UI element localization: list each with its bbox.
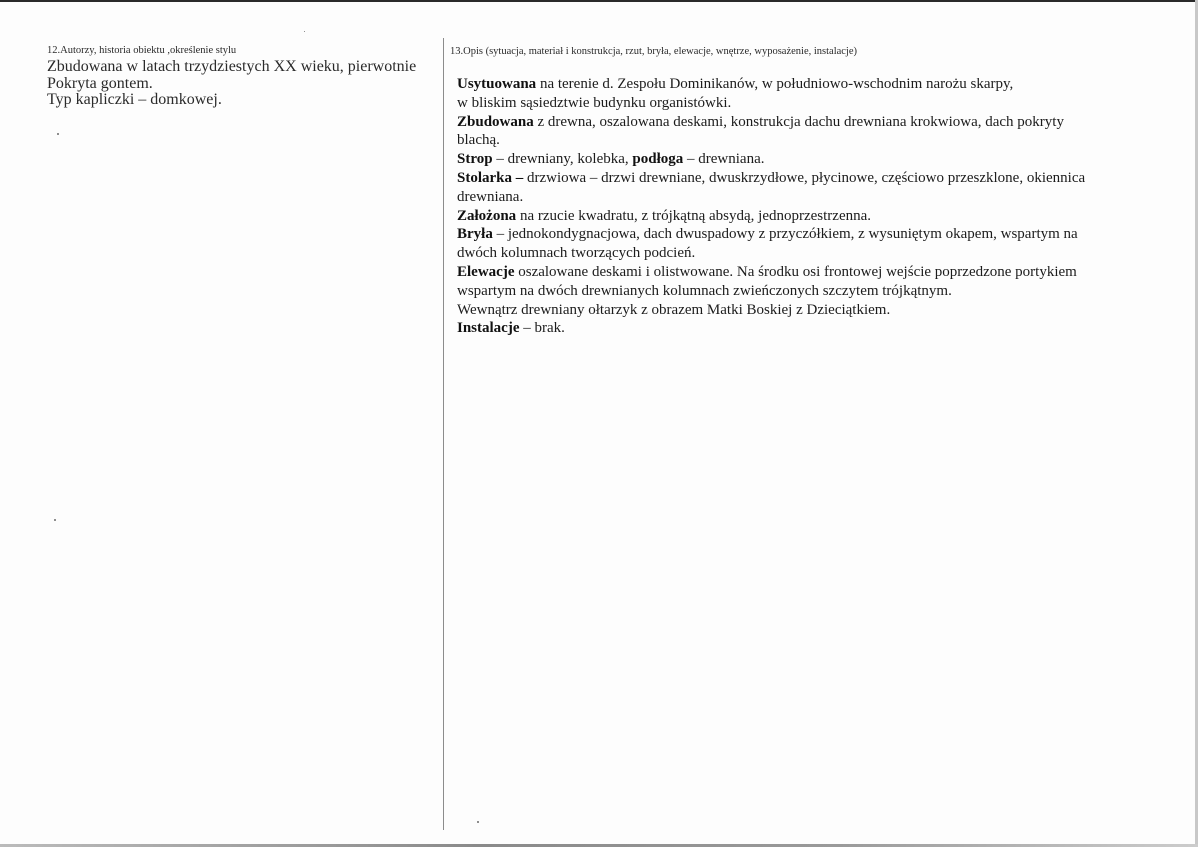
- description-line: [457, 94, 1185, 113]
- description-text: – jednokondygnacjowa, dach dwuspadowy z przyczółkiem, z wysuniętym okapem, wspartym na: [492, 226, 1078, 243]
- term-bold: Bryła: [457, 226, 493, 243]
- description-text: – drewniany, kolebka,: [492, 151, 633, 168]
- section-12-heading: 12.Autorzy, historia obiektu ,określenie stylu: [47, 45, 237, 56]
- term-bold: Strop: [457, 151, 493, 168]
- term-bold: Stolarka –: [457, 169, 524, 186]
- column-divider: [443, 38, 444, 830]
- description-text: Wewnątrz drewniany ołtarzyk z obrazem Matki Boskiej z Dzieciątkiem.: [457, 301, 891, 318]
- description-text: na rzucie kwadratu, z trójkątną absydą, jednoprzestrzenna.: [516, 207, 872, 224]
- description-line: [457, 263, 1185, 282]
- description-line: [457, 301, 1185, 320]
- description-text: – drewniana.: [683, 151, 765, 168]
- description-text: dwóch kolumnach tworzących podcień.: [457, 245, 696, 262]
- description-text: w bliskim sąsiedztwie budynku organistówki.: [457, 94, 732, 111]
- description-line: [457, 244, 1185, 263]
- section-12-line: Typ kapliczki – domkowej.: [47, 91, 222, 108]
- description-line: [457, 319, 1185, 338]
- section-12-line: Zbudowana w latach trzydziestych XX wieku, pierwotnie: [47, 58, 417, 75]
- description-text: oszalowane deskami i olistwowane. Na środku osi frontowej wejście poprzedzone portykiem: [514, 263, 1077, 280]
- description-line: [457, 169, 1185, 188]
- scan-speck: [57, 133, 59, 135]
- section-12-line: Pokryta gontem.: [47, 74, 153, 92]
- scan-top-edge: [0, 0, 1198, 2]
- scan-speck: [304, 31, 305, 32]
- description-text: wspartym na dwóch drewnianych kolumnach zwieńczonych szczytem trójkątnym.: [457, 282, 952, 299]
- description-text: na terenie d. Zespołu Dominikanów, w południowo-wschodnim narożu skarpy,: [536, 76, 1014, 92]
- description-text: – brak.: [519, 320, 565, 337]
- description-line: [457, 207, 1185, 226]
- description-line: [457, 150, 1185, 169]
- term-bold: Założona: [457, 207, 517, 224]
- scan-speck: [54, 519, 56, 521]
- description-line: [457, 282, 1185, 301]
- description-text: drewniana.: [457, 188, 524, 205]
- description-text: z drewna, oszalowana deskami, konstrukcja dachu drewniana krokwiowa, dach pokryty: [533, 113, 1064, 130]
- term-bold: Instalacje: [457, 320, 520, 337]
- description-line: [457, 75, 1185, 94]
- description-line: [457, 225, 1185, 244]
- section-13-body: [457, 75, 1185, 338]
- description-line: [457, 188, 1185, 207]
- description-line: [457, 131, 1185, 150]
- description-text: drzwiowa – drzwi drewniane, dwuskrzydłowe, płycinowe, częściowo przeszklone, okiennica: [523, 169, 1086, 186]
- section-13-heading: 13.Opis (sytuacja, materiał i konstrukcja, rzut, bryła, elewacje, wnętrze, wyposażenie, instalacje): [450, 46, 858, 57]
- term-bold: Zbudowana: [457, 113, 534, 130]
- description-line: [457, 113, 1185, 132]
- term-bold: podłoga: [632, 151, 684, 168]
- scan-speck: [477, 821, 479, 823]
- section-13-description: [450, 45, 1185, 338]
- term-bold: Usytuowana: [457, 76, 537, 92]
- term-bold: Elewacje: [457, 263, 515, 280]
- section-12-body: [47, 59, 441, 109]
- description-text: blachą.: [457, 132, 500, 149]
- section-12-authors-history: [47, 44, 441, 109]
